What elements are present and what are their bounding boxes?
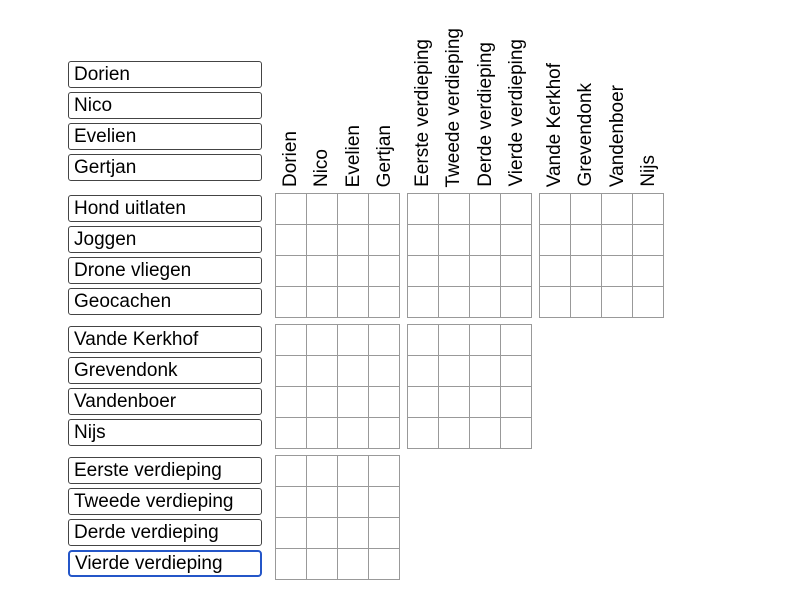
input-tweede-verdieping[interactable] — [68, 488, 262, 515]
grid-block — [407, 193, 532, 318]
grid-cell[interactable] — [540, 225, 571, 256]
grid-cell[interactable] — [571, 256, 602, 287]
grid-cell[interactable] — [338, 287, 369, 318]
grid-cell[interactable] — [501, 287, 532, 318]
grid-cell[interactable] — [307, 518, 338, 549]
grid-cell[interactable] — [439, 287, 470, 318]
grid-cell[interactable] — [369, 518, 400, 549]
grid-cell[interactable] — [501, 387, 532, 418]
input-derde-verdieping[interactable] — [68, 519, 262, 546]
grid-cell[interactable] — [369, 287, 400, 318]
grid-cell[interactable] — [369, 194, 400, 225]
input-dorien[interactable] — [68, 61, 262, 88]
column-header — [539, 0, 570, 187]
grid-cell[interactable] — [408, 287, 439, 318]
input-nico[interactable] — [68, 92, 262, 119]
grid-cell[interactable] — [369, 256, 400, 287]
grid-cell[interactable] — [307, 549, 338, 580]
grid-block — [539, 193, 664, 318]
input-joggen[interactable] — [68, 226, 262, 253]
grid-cell[interactable] — [439, 325, 470, 356]
grid-cell[interactable] — [276, 456, 307, 487]
grid-cell[interactable] — [338, 487, 369, 518]
grid-cell[interactable] — [439, 225, 470, 256]
grid-block — [407, 324, 532, 449]
grid-cell[interactable] — [369, 325, 400, 356]
grid-cell[interactable] — [439, 194, 470, 225]
column-header-vierde-verdieping: Vierde verdieping — [505, 39, 527, 187]
input-vande-kerkhof[interactable] — [68, 326, 262, 353]
input-hond-uitlaten[interactable] — [68, 195, 262, 222]
grid-cell[interactable] — [470, 325, 501, 356]
grid-cell[interactable] — [369, 387, 400, 418]
grid-cell[interactable] — [439, 356, 470, 387]
grid-cell[interactable] — [501, 256, 532, 287]
grid-cell[interactable] — [338, 325, 369, 356]
grid-cell[interactable] — [408, 418, 439, 449]
grid-cell[interactable] — [338, 225, 369, 256]
input-vierde-verdieping[interactable] — [68, 550, 262, 577]
grid-cell[interactable] — [501, 418, 532, 449]
grid-cell[interactable] — [369, 418, 400, 449]
grid-block — [275, 324, 400, 449]
grid-cell[interactable] — [540, 256, 571, 287]
grid-cell[interactable] — [602, 287, 633, 318]
column-header — [338, 0, 369, 187]
column-header-eerste-verdieping: Eerste verdieping — [412, 39, 434, 187]
grid-cell[interactable] — [439, 387, 470, 418]
grid-cell[interactable] — [439, 418, 470, 449]
column-header — [369, 0, 400, 187]
grid-cell[interactable] — [470, 356, 501, 387]
column-header — [306, 0, 337, 187]
input-nijs[interactable] — [68, 419, 262, 446]
grid-cell[interactable] — [540, 287, 571, 318]
input-geocachen[interactable] — [68, 288, 262, 315]
column-header — [275, 0, 306, 187]
grid-cell[interactable] — [408, 325, 439, 356]
column-header-dorien: Dorien — [280, 131, 302, 187]
column-header-vande-kerkhof: Vande Kerkhof — [544, 62, 566, 187]
grid-cell[interactable] — [338, 518, 369, 549]
grid-cell[interactable] — [571, 194, 602, 225]
header-block-names — [275, 0, 400, 187]
grid-cell[interactable] — [470, 418, 501, 449]
grid-cell[interactable] — [540, 194, 571, 225]
grid-cell[interactable] — [501, 225, 532, 256]
input-eerste-verdieping[interactable] — [68, 457, 262, 484]
grid-cell[interactable] — [276, 487, 307, 518]
grid-cell[interactable] — [408, 387, 439, 418]
grid-cell[interactable] — [307, 256, 338, 287]
input-drone-vliegen[interactable] — [68, 257, 262, 284]
grid-cell[interactable] — [276, 356, 307, 387]
column-header-tweede-verdieping: Tweede verdieping — [443, 27, 465, 187]
grid-cell[interactable] — [307, 225, 338, 256]
grid-cell[interactable] — [602, 256, 633, 287]
grid-cell[interactable] — [369, 356, 400, 387]
input-grevendonk[interactable] — [68, 357, 262, 384]
grid-cell[interactable] — [307, 325, 338, 356]
grid-cell[interactable] — [307, 356, 338, 387]
grid-block — [275, 455, 400, 580]
column-header-grevendonk: Grevendonk — [575, 83, 597, 187]
grid-cell[interactable] — [501, 356, 532, 387]
input-gertjan[interactable] — [68, 154, 262, 181]
grid-cell[interactable] — [276, 325, 307, 356]
grid-block — [275, 193, 400, 318]
grid-cell[interactable] — [276, 518, 307, 549]
column-header-vandenboer: Vandenboer — [606, 84, 628, 187]
grid-cell[interactable] — [369, 549, 400, 580]
column-header — [602, 0, 633, 187]
grid-cell[interactable] — [307, 487, 338, 518]
grid-cell[interactable] — [338, 194, 369, 225]
grid-cell[interactable] — [408, 256, 439, 287]
grid-cell[interactable] — [602, 194, 633, 225]
grid-cell[interactable] — [470, 225, 501, 256]
grid-cell[interactable] — [276, 256, 307, 287]
column-header — [633, 0, 664, 187]
column-header-derde-verdieping: Derde verdieping — [474, 42, 496, 187]
grid-cell[interactable] — [633, 287, 664, 318]
grid-cell[interactable] — [470, 287, 501, 318]
header-block-surnames — [539, 0, 664, 187]
grid-cell[interactable] — [439, 256, 470, 287]
grid-cell[interactable] — [408, 194, 439, 225]
column-header-nijs: Nijs — [637, 155, 659, 187]
grid-cell[interactable] — [276, 194, 307, 225]
grid-cell[interactable] — [571, 225, 602, 256]
grid-cell[interactable] — [633, 256, 664, 287]
grid-cell[interactable] — [602, 225, 633, 256]
grid-cell[interactable] — [369, 487, 400, 518]
column-header-gertjan: Gertjan — [373, 124, 395, 187]
grid-cell[interactable] — [276, 225, 307, 256]
grid-cell[interactable] — [470, 194, 501, 225]
input-vandenboer[interactable] — [68, 388, 262, 415]
column-header — [407, 0, 438, 187]
grid-cell[interactable] — [338, 256, 369, 287]
grid-cell[interactable] — [633, 194, 664, 225]
grid-cell[interactable] — [369, 225, 400, 256]
grid-cell[interactable] — [276, 549, 307, 580]
column-header-evelien: Evelien — [342, 124, 364, 187]
grid-cell[interactable] — [408, 356, 439, 387]
column-header — [438, 0, 469, 187]
grid-cell[interactable] — [633, 225, 664, 256]
grid-cell[interactable] — [338, 456, 369, 487]
column-header — [570, 0, 601, 187]
grid-cell[interactable] — [369, 456, 400, 487]
grid-cell[interactable] — [571, 287, 602, 318]
grid-cell[interactable] — [307, 387, 338, 418]
grid-cell[interactable] — [470, 256, 501, 287]
grid-cell[interactable] — [338, 356, 369, 387]
grid-cell[interactable] — [307, 456, 338, 487]
column-header — [470, 0, 501, 187]
grid-cell[interactable] — [276, 287, 307, 318]
grid-cell[interactable] — [307, 194, 338, 225]
grid-cell[interactable] — [307, 287, 338, 318]
grid-cell[interactable] — [501, 194, 532, 225]
input-evelien[interactable] — [68, 123, 262, 150]
column-header — [501, 0, 532, 187]
grid-cell[interactable] — [307, 418, 338, 449]
header-block-floors — [407, 0, 532, 187]
grid-cell[interactable] — [338, 549, 369, 580]
column-header-nico: Nico — [311, 148, 333, 187]
grid-cell[interactable] — [501, 325, 532, 356]
grid-cell[interactable] — [338, 387, 369, 418]
grid-cell[interactable] — [276, 418, 307, 449]
grid-cell[interactable] — [408, 225, 439, 256]
grid-cell[interactable] — [470, 387, 501, 418]
grid-cell[interactable] — [276, 387, 307, 418]
grid-cell[interactable] — [338, 418, 369, 449]
